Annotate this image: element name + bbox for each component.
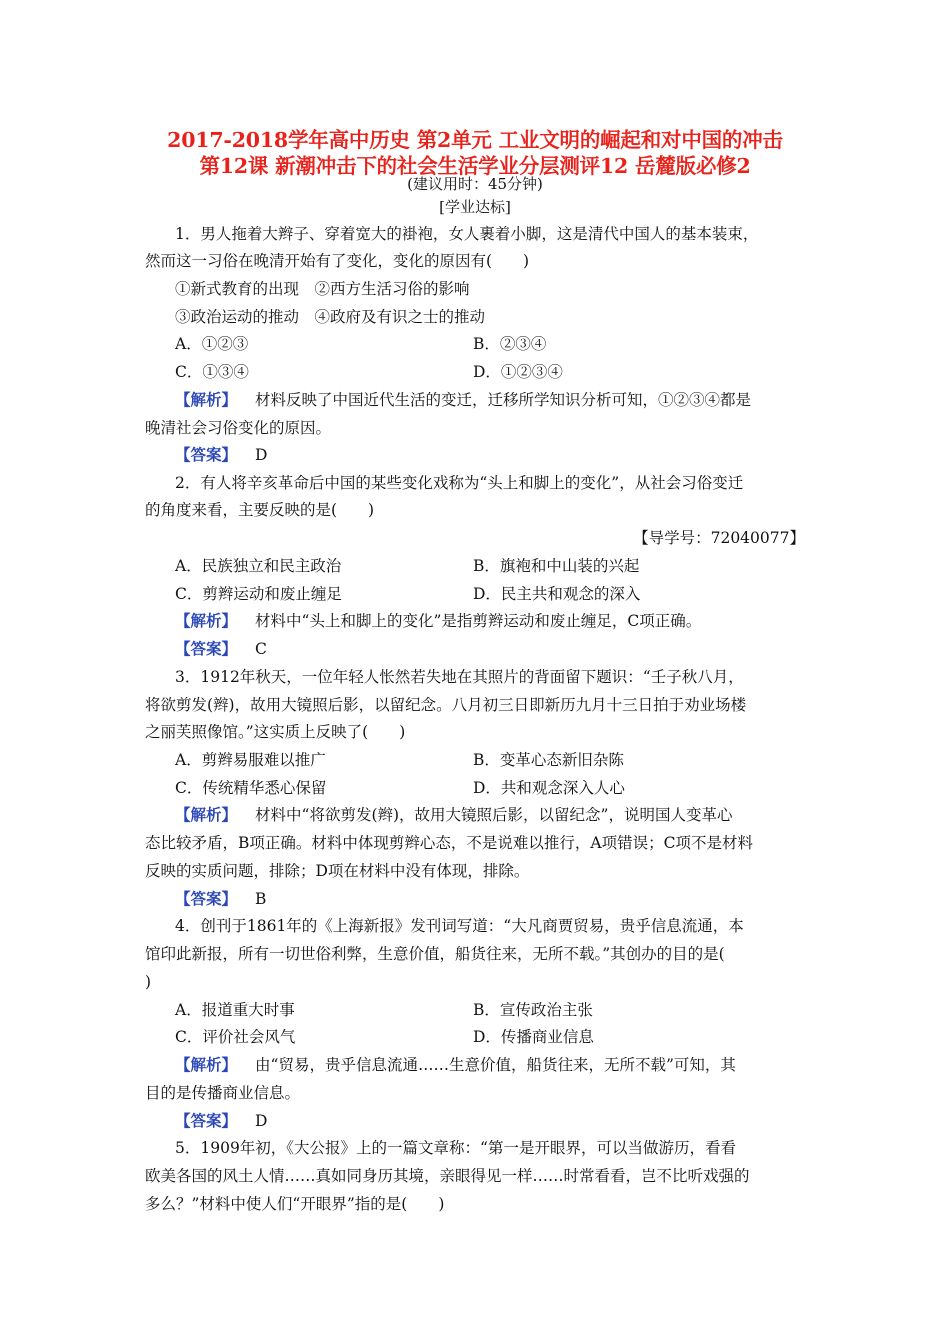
- suggested-time: (建议用时：45分钟): [407, 175, 543, 193]
- answer-tag: 【答案】: [175, 445, 238, 464]
- analysis-tag: 【解析】: [175, 611, 238, 630]
- section-label: [学业达标]: [439, 198, 511, 216]
- q5-stem-line-3: 多么？”材料中使人们“开眼界”指的是( ): [145, 1195, 445, 1213]
- q3-answer-line: [175, 888, 266, 910]
- analysis-tag: 【解析】: [175, 805, 238, 824]
- q1-stem-line-2: 然而这一习俗在晚清开始有了变化，变化的原因有( ): [145, 252, 530, 270]
- q1-analysis-line-1: [175, 389, 751, 411]
- q2-analysis-text: 材料中“头上和脚上的变化”是指剪辫运动和废止缠足，C项正确。: [255, 612, 702, 630]
- q2-stem-line-2: 的角度来看，主要反映的是( ): [145, 501, 375, 519]
- answer-tag: 【答案】: [175, 889, 238, 908]
- q3-stem-line-3: 之丽芙照像馆。”这实质上反映了( ): [145, 723, 406, 741]
- q3-analysis-text: 材料中“将欲剪发(辫)，故用大镜照后影，以留纪念”，说明国人变革心: [255, 806, 733, 824]
- q3-analysis-line-2: 态比较矛盾，B项正确。材料中体现剪辫心态，不是说难以推行，A项错误；C项不是材料: [145, 834, 753, 852]
- q4-option-a: A．报道重大时事: [175, 1001, 295, 1019]
- q2-option-d: D．民主共和观念的深入: [473, 585, 641, 603]
- q4-answer-value: D: [255, 1112, 268, 1130]
- q3-stem-line-2: 将欲剪发(辫)，故用大镜照后影，以留纪念。八月初三日即新历九月十三日拍于劝业场楼: [145, 696, 747, 714]
- q1-analysis-line-2: 晚清社会习俗变化的原因。: [145, 419, 332, 437]
- q1-option-a: A．①②③: [175, 335, 249, 353]
- q4-option-c: C．评价社会风气: [175, 1028, 296, 1046]
- q1-analysis-text: 材料反映了中国近代生活的变迁，迁移所学知识分析可知，①②③④都是: [255, 391, 752, 409]
- q3-stem-line-1: 3．1912年秋天，一位年轻人怅然若失地在其照片的背面留下题识：“壬子秋八月，: [175, 668, 744, 686]
- q2-option-c: C．剪辫运动和废止缠足: [175, 585, 342, 603]
- q4-analysis-line-1: [175, 1054, 736, 1076]
- q4-answer-line: [175, 1110, 267, 1132]
- q1-option-d: D．①②③④: [473, 363, 563, 381]
- q2-answer-line: [175, 638, 267, 660]
- q4-stem-line-3: ): [145, 973, 152, 991]
- q4-analysis-text: 由“贸易，贵乎信息流通……生意价值，船货往来，无所不载”可知，其: [255, 1056, 736, 1074]
- q4-option-b: B．宣传政治主张: [473, 1001, 593, 1019]
- q4-stem-line-1: 4．创刊于1861年的《上海新报》发刊词写道：“大凡商贾贸易，贵乎信息流通，本: [175, 917, 744, 935]
- answer-tag: 【答案】: [175, 1111, 238, 1130]
- q5-stem-line-1: 5．1909年初，《大公报》上的一篇文章称：“第一是开眼界，可以当做游历，看看: [175, 1139, 736, 1157]
- answer-tag: 【答案】: [175, 639, 238, 658]
- q2-option-a: A．民族独立和民主政治: [175, 557, 342, 575]
- q1-item-line-1: ①新式教育的出现 ②西方生活习俗的影响: [175, 280, 470, 298]
- q2-answer-value: C: [255, 640, 267, 658]
- q1-option-c: C．①③④: [175, 363, 249, 381]
- q1-item-line-2: ③政治运动的推动 ④政府及有识之士的推动: [175, 308, 486, 326]
- q4-option-d: D．传播商业信息: [473, 1028, 594, 1046]
- analysis-tag: 【解析】: [175, 390, 238, 409]
- q1-option-b: B．②③④: [473, 335, 547, 353]
- q4-analysis-line-2: 目的是传播商业信息。: [145, 1084, 301, 1102]
- document-title-line-1: 2017-2018学年高中历史 第2单元 工业文明的崛起和对中国的冲击: [167, 128, 783, 152]
- q4-stem-line-2: 馆印此新报，所有一切世俗利弊，生意价值，船货往来，无所不载。”其创办的目的是(: [145, 945, 725, 963]
- q3-analysis-line-3: 反映的实质问题，排除；D项在材料中没有体现，排除。: [145, 862, 530, 880]
- q5-stem-line-2: 欧美各国的风土人情……真如同身历其境，亲眼得见一样……时常看看，岂不比听戏强的: [145, 1167, 750, 1185]
- q2-option-b: B．旗袍和中山装的兴起: [473, 557, 640, 575]
- q2-guide-number: 【导学号：72040077】: [633, 529, 805, 547]
- q3-option-d: D．共和观念深入人心: [473, 779, 625, 797]
- q1-answer-line: [175, 444, 267, 466]
- q1-answer-value: D: [255, 446, 268, 464]
- q2-analysis-line-1: [175, 610, 701, 632]
- q3-option-a: A．剪辫易服难以推广: [175, 751, 326, 769]
- q3-option-b: B．变革心态新旧杂陈: [473, 751, 624, 769]
- q1-stem-line-1: 1．男人拖着大辫子、穿着宽大的褂袍，女人裹着小脚，这是清代中国人的基本装束，: [175, 225, 759, 243]
- q3-option-c: C．传统精华悉心保留: [175, 779, 327, 797]
- q3-analysis-line-1: [175, 804, 732, 826]
- q2-stem-line-1: 2．有人将辛亥革命后中国的某些变化戏称为“头上和脚上的变化”，从社会习俗变迁: [175, 474, 744, 492]
- q3-answer-value: B: [255, 890, 267, 908]
- analysis-tag: 【解析】: [175, 1055, 238, 1074]
- document-title-line-2: 第12课 新潮冲击下的社会生活学业分层测评12 岳麓版必修2: [199, 154, 751, 178]
